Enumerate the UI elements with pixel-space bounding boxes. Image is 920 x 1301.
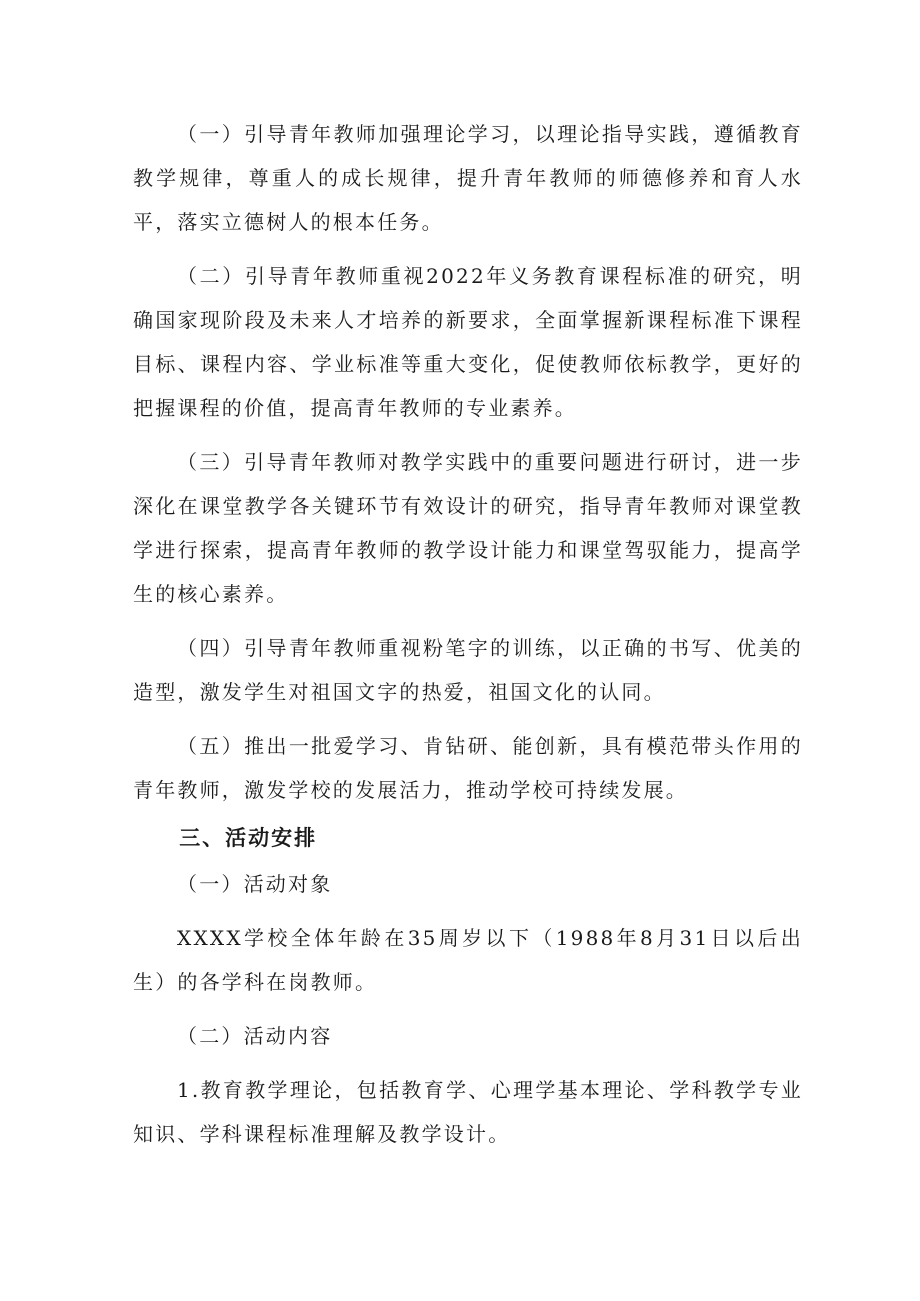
objective-paragraph-5: （五）推出一批爱学习、肯钻研、能创新，具有模范带头作用的青年教师，激发学校的发展活力，推动学校可持续发展。	[133, 734, 803, 802]
document-body	[133, 112, 803, 1156]
objective-paragraph-2: （二）引导青年教师重视2022年义务教育课程标准的研究，明确国家现阶段及未来人才培养的新要求，全面掌握新课程标准下课程目标、课程内容、学业标准等重大变化，促使教师依标教学，更好的把握课程的价值，提高青年教师的专业素养。	[133, 264, 803, 420]
objective-paragraph-1: （一）引导青年教师加强理论学习，以理论指导实践，遵循教育教学规律，尊重人的成长规律，提升青年教师的师德修养和育人水平，落实立德树人的根本任务。	[133, 122, 803, 234]
activity-target-title: （一）活动对象	[177, 872, 333, 896]
objective-paragraph-3: （三）引导青年教师对教学实践中的重要问题进行研讨，进一步深化在课堂教学各关键环节有效设计的研究，指导青年教师对课堂教学进行探索，提高青年教师的教学设计能力和课堂驾驭能力，提高学生的核心素养。	[133, 450, 803, 606]
activity-content-item-1: 1.教育教学理论，包括教育学、心理学基本理论、学科教学专业知识、学科课程标准理解及教学设计。	[133, 1078, 803, 1146]
section-heading-activity-arrangement: 三、活动安排	[179, 826, 318, 850]
objective-paragraph-4: （四）引导青年教师重视粉笔字的训练，以正确的书写、优美的造型，激发学生对祖国文字的热爱，祖国文化的认同。	[133, 636, 803, 704]
activity-content-title: （二）活动内容	[177, 1024, 333, 1048]
activity-target-text: XXXX学校全体年龄在35周岁以下（1988年8月31日以后出生）的各学科在岗教师。	[133, 926, 803, 994]
